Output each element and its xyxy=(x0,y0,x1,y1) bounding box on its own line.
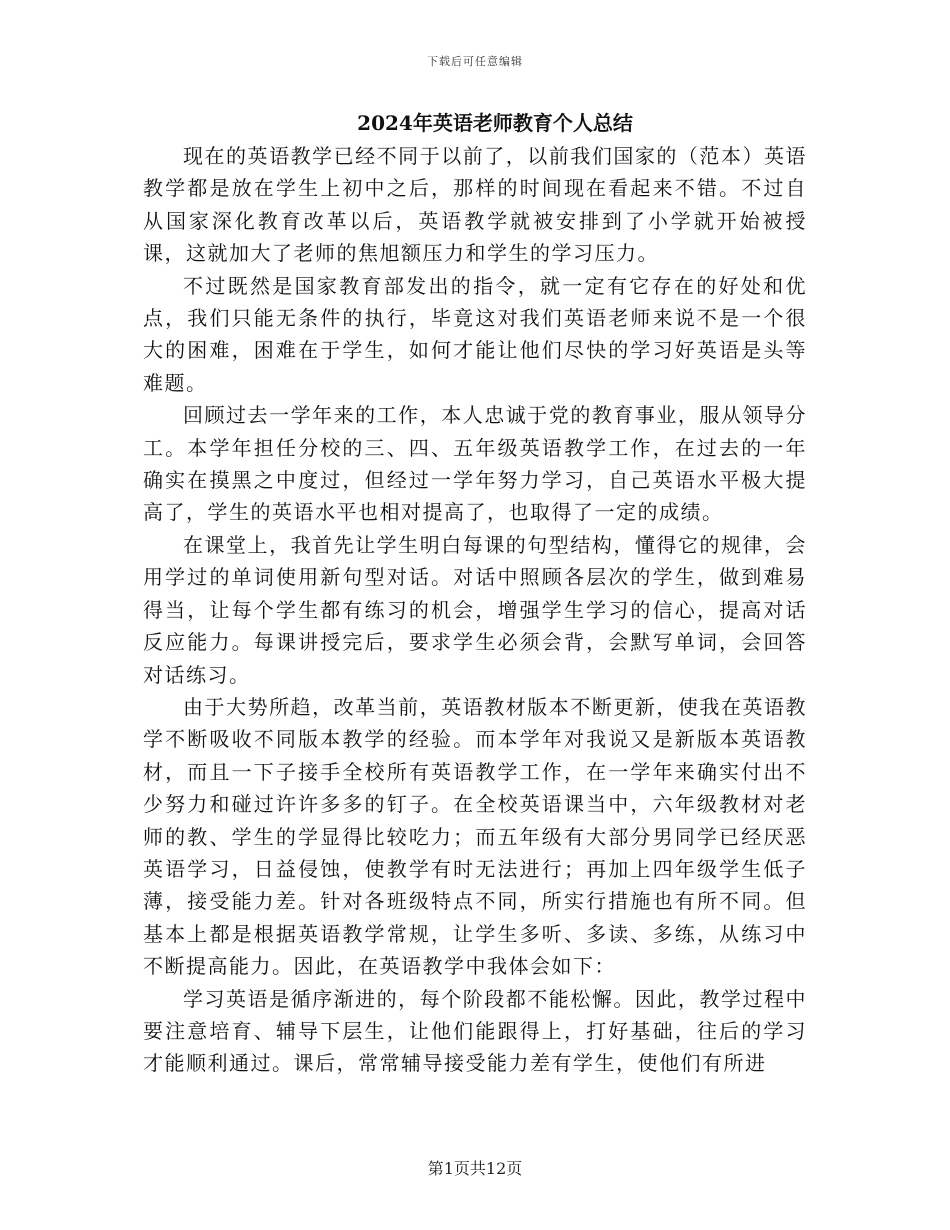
paragraph: 现在的英语教学已经不同于以前了，以前我们国家的（范本）英语教学都是放在学生上初中之后，那样的时间现在看起来不错。不过自从国家深化教育改革以后，英语教学就被安排到了小学就开始被授课，这就加大了老师的焦旭额压力和学生的学习压力。 xyxy=(143,144,807,266)
paragraph: 由于大势所趋，改革当前，英语教材版本不断更新，使我在英语教学不断吸收不同版本教学的经验。而本学年对我说又是新版本英语教材，而且一下子接手全校所有英语教学工作，在一学年来确实付出不少努力和碰过许许多多的钉子。在全校英语课当中，六年级教材对老师的教、学生的学显得比较吃力；而五年级有大部分男同学已经厌恶英语学习，日益侵蚀，使教学有时无法进行；再加上四年级学生低子薄，接受能力差。针对各班级特点不同，所实行措施也有所不同。但基本上都是根据英语教学常规，让学生多听、多读、多练，从练习中不断提高能力。因此，在英语教学中我体会如下： xyxy=(143,694,807,979)
header-note: 下载后可任意编辑 xyxy=(427,55,523,68)
paragraph: 在课堂上，我首先让学生明白每课的句型结构，懂得它的规律，会用学过的单词使用新句型对话。对话中照顾各层次的学生，做到难易得当，让每个学生都有练习的机会，增强学生学习的信心，提高对话反应能力。每课讲授完后，要求学生必须会背，会默写单词，会回答对话练习。 xyxy=(143,532,807,687)
paragraph: 不过既然是国家教育部发出的指令，就一定有它存在的好处和优点，我们只能无条件的执行，毕竟这对我们英语老师来说不是一个很大的困难，困难在于学生，如何才能让他们尽快的学习好英语是头等难题。 xyxy=(143,273,807,395)
paragraph: 回顾过去一学年来的工作，本人忠诚于党的教育事业，服从领导分工。本学年担任分校的三、四、五年级英语教学工作，在过去的一年确实在摸黑之中度过，但经过一学年努力学习，自己英语水平极大提高了，学生的英语水平也相对提高了，也取得了一定的成绩。 xyxy=(143,403,807,525)
document-body xyxy=(143,140,807,1080)
page-number: 第1页共12页 xyxy=(427,1159,523,1178)
document-title: 2024年英语老师教育个人总结 xyxy=(357,111,633,135)
paragraph: 学习英语是循序渐进的，每个阶段都不能松懈。因此，教学过程中要注意培育、辅导下层生，让他们能跟得上，打好基础，往后的学习才能顺利通过。课后，常常辅导接受能力差有学生，使他们有所进 xyxy=(143,986,807,1076)
